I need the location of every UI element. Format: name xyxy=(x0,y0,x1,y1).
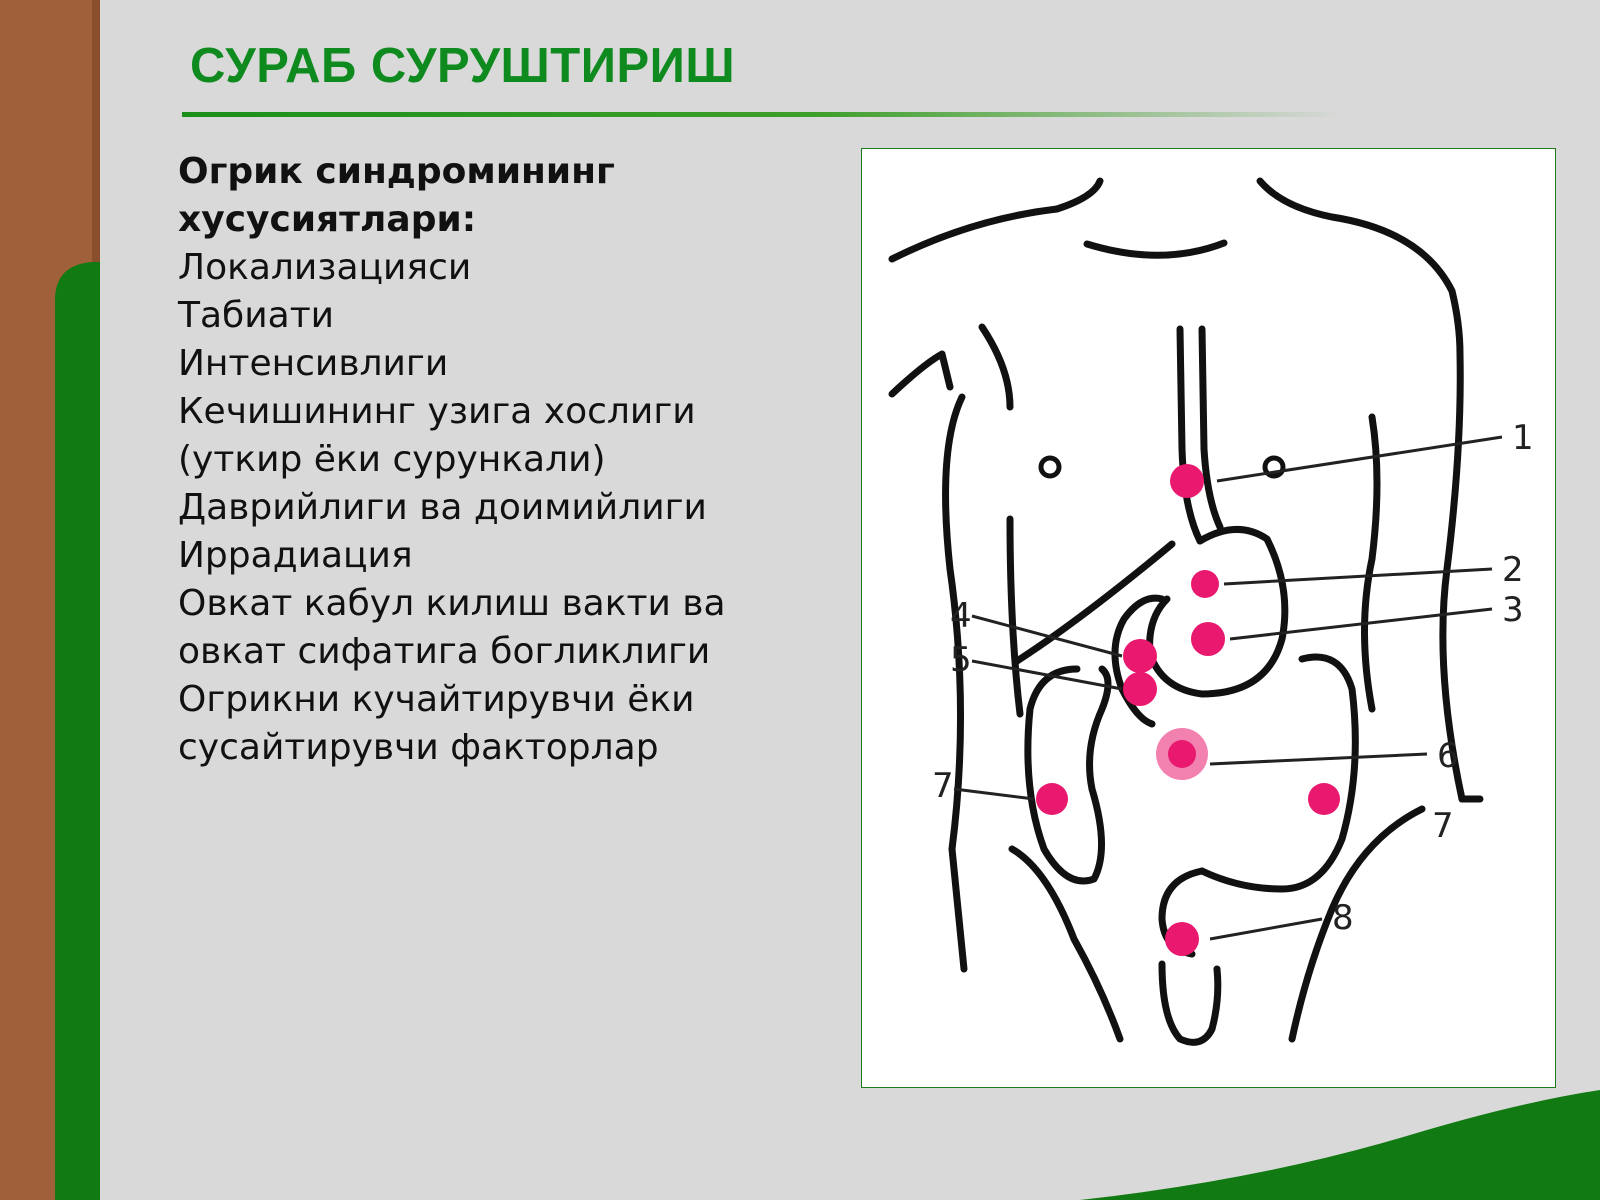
pain-marker-3 xyxy=(1191,622,1225,656)
bottom-decor-swoosh xyxy=(1080,1090,1600,1200)
slide-title: СУРАБ СУРУШТИРИШ xyxy=(190,39,736,93)
figure-label-6: 6 xyxy=(1437,736,1459,776)
left-arm-outline xyxy=(892,354,950,394)
neck-outline xyxy=(1087,243,1224,255)
leader-line-8 xyxy=(1210,919,1322,939)
pain-marker-8 xyxy=(1165,922,1199,956)
list-item: Огрикни кучайтирувчи ёки сусайтирувчи факторлар xyxy=(178,679,695,768)
stomach-outline xyxy=(1150,529,1285,694)
right-shoulder-outline xyxy=(1260,181,1460,354)
pain-marker-2 xyxy=(1191,570,1219,598)
pain-marker-7-left xyxy=(1036,783,1068,815)
list-item: Интенсивлиги xyxy=(178,343,449,384)
leader-line-4 xyxy=(972,616,1122,656)
anatomy-figure-frame xyxy=(861,148,1556,1088)
ascending-colon-outline xyxy=(1028,669,1108,881)
leader-line-6 xyxy=(1210,754,1427,764)
left-decor-band xyxy=(0,0,100,1200)
left-nipple xyxy=(1041,458,1059,476)
left-flank-line xyxy=(1010,519,1020,714)
pubic-outline xyxy=(1162,964,1218,1042)
pain-marker-6 xyxy=(1168,740,1196,768)
pain-marker-4 xyxy=(1123,639,1157,673)
leader-line-3 xyxy=(1230,609,1492,639)
list-item: Овкат кабул килиш вакти ва овкат сифатига богликлиги xyxy=(178,583,726,672)
esophagus-right-wall xyxy=(1202,329,1220,527)
figure-label-5: 5 xyxy=(950,640,972,680)
left-shoulder-outline xyxy=(892,181,1100,259)
list-item: Кечишининг узига хослиги (уткир ёки сурункали) xyxy=(178,391,696,480)
figure-label-1: 1 xyxy=(1512,418,1534,458)
list-item: Иррадиация xyxy=(178,535,413,576)
leader-line-7 xyxy=(954,789,1034,799)
pain-marker-7-right xyxy=(1308,783,1340,815)
right-flank-line xyxy=(1365,417,1378,709)
figure-label-8: 8 xyxy=(1332,898,1354,938)
anatomy-illustration xyxy=(862,149,1554,1086)
pain-marker-1 xyxy=(1170,464,1204,498)
right-torso-outline xyxy=(1443,354,1480,799)
leader-line-5 xyxy=(972,661,1122,689)
esophagus-left-wall xyxy=(1180,329,1200,541)
body-text xyxy=(178,148,818,772)
list-item: Табиати xyxy=(178,295,335,336)
list-item: Даврийлиги ва доимийлиги xyxy=(178,487,707,528)
left-torso-outline xyxy=(946,397,964,969)
pain-marker-5 xyxy=(1123,672,1157,706)
body-heading: Огрик синдромининг хусусиятлари: xyxy=(178,151,615,240)
figure-label-7-right: 7 xyxy=(1432,806,1454,846)
title-underline xyxy=(182,112,1344,117)
right-pelvis-outline xyxy=(1292,809,1422,1039)
figure-label-7-left: 7 xyxy=(932,766,954,806)
figure-label-3: 3 xyxy=(1502,590,1524,630)
figure-label-2: 2 xyxy=(1502,550,1524,590)
list-item: Локализацияси xyxy=(178,247,472,288)
leader-line-2 xyxy=(1224,569,1492,584)
left-axilla-outline xyxy=(982,327,1010,407)
figure-label-4: 4 xyxy=(950,596,972,636)
